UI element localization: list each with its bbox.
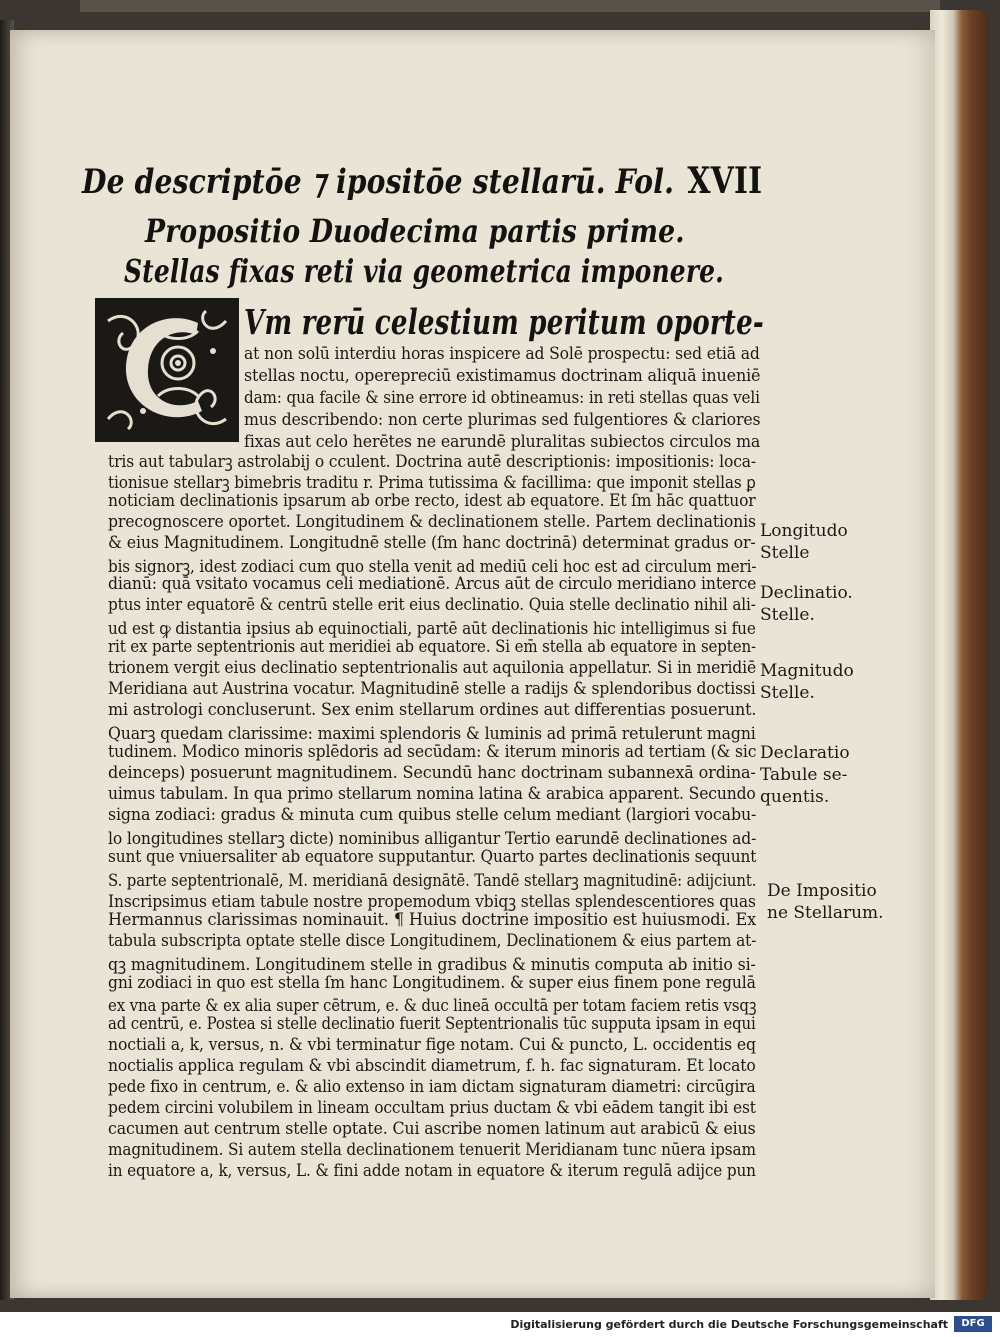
margin-note-line: Magnitudo xyxy=(760,661,854,681)
margin-note-line: Declaratio xyxy=(760,743,850,763)
text-line: mus describendo: non certe plurimas sed fulgentiores & clariores xyxy=(244,410,761,429)
text-line: ad centrū, e. Postea si stelle declinatio fuerit Septentrionalis tūc supputa ipsam in equi xyxy=(108,1014,756,1034)
floral-initial-icon xyxy=(98,301,236,439)
proposition-title: Propositio Duodecima partis prime. xyxy=(145,212,685,250)
margin-note-declaratio xyxy=(760,742,850,808)
opening-line: Vm rerū celestium peritum oporte- xyxy=(244,302,764,343)
folio-number: XVII xyxy=(687,160,763,202)
scanner-top-bar xyxy=(80,0,940,12)
text-line: fixas aut celo herētes ne earundē pluralitas subiectos circulos ma xyxy=(244,432,761,451)
text-line: tris aut tabularꝫ astrolabij o cculent. Doctrina autē descriptionis: impositionis: loca- xyxy=(108,451,756,471)
text-line: dianū: quā vsitato vocamus celi mediationē. Arcus aūt de circulo meridiano interce xyxy=(108,574,757,594)
margin-note-line: Longitudo xyxy=(760,521,848,541)
text-line: gni zodiaci in quo est stella ſm hanc Longitudinem. & super eius finem pone regulā xyxy=(108,972,756,992)
text-line: precognoscere oportet. Longitudinem & declinationem stelle. Partem declinationis xyxy=(108,511,756,531)
text-line: deinceps) posuerunt magnitudinem. Secundū hanc doctrinam subannexā ordina- xyxy=(108,763,756,782)
book-page-edges xyxy=(930,10,988,1300)
text-line: noticiam declinationis ipsarum ab orbe recto, idest ab equatore. Et ſm hāc quattuor xyxy=(108,490,756,510)
text-line: qꝫ magnitudinem. Longitudinem stelle in gradibus & minutis computa ab initio si- xyxy=(108,954,756,974)
dfg-logo[interactable]: DFG xyxy=(954,1316,992,1332)
proposition-subtitle: Stellas fixas reti via geometrica imponere. xyxy=(124,252,725,290)
text-line: Inscripsimus etiam tabule nostre propemodum vbiqꝫ stellas splendescentiores quas xyxy=(108,891,756,911)
text-line: tabula subscripta optate stelle disce Longitudinem, Declinationem & eius partem at- xyxy=(108,930,757,950)
margin-note-line: Stelle xyxy=(760,543,810,563)
text-line: uimus tabulam. In qua primo stellarum nomina latina & arabica apparent. Secundo xyxy=(108,783,756,803)
text-line: dam: qua facile & sine errore id obtineamus: in reti stellas quas veli xyxy=(244,388,760,407)
margin-note-line: Stelle. xyxy=(760,605,815,625)
text-line: noctiali a, k, versus, n. & vbi terminatur fige notam. Cui & puncto, L. occidentis eq xyxy=(108,1035,756,1055)
text-line: noctialis applica regulam & vbi abscindit diametrum, f. h. fac signaturam. Et locato xyxy=(108,1056,756,1076)
text-line: trionem vergit eius declinatio septentrionalis aut aquilonia appellatur. Si in meridiē xyxy=(108,658,757,678)
margin-note-impositio xyxy=(767,880,884,924)
text-line: ud est ꝙ distantia ipsius ab equinoctiali, partē aūt declinationis hic intelligimus si fue xyxy=(108,619,756,639)
text-line: tionisue stellarꝫ bimebris traditu r. Prima tutissima & facillima: que imponit stellas ꝑ xyxy=(108,472,756,492)
text-line: pedem circini volubilem in lineam occultam prius ductam & vbi eādem tangit ibi est xyxy=(108,1098,756,1118)
text-line: signa zodiaci: gradus & minuta cum quibus stelle celum mediant (largiori vocabu- xyxy=(108,804,757,824)
text-line: sunt que vniuersaliter ab equatore supputantur. Quarto partes declinationis sequunt xyxy=(108,846,757,866)
text-line: ex vna parte & ex alia super cētrum, e. & duc lineā occultā per totam faciem retis vsqꝫ xyxy=(108,996,757,1016)
text-line: & eius Magnitudinem. Longitudnē stelle (ſm hanc doctrinā) determinat gradus or- xyxy=(108,532,756,552)
margin-note-declinatio xyxy=(760,582,853,626)
text-line: stellas noctu, operepreciū existimamus doctrinam aliquā inueniē xyxy=(244,366,761,385)
text-line: S. parte septentrionalē, M. meridianā designātē. Tandē stellarꝫ magnitudinē: adijciunt. xyxy=(108,870,757,890)
margin-note-magnitudo xyxy=(760,660,854,704)
text-line: bis signorꝫ, idest zodiaci cum quo stella venit ad mediū celi hoc est ad circulum meri- xyxy=(108,556,757,576)
text-line: ptus inter equatorē & centrū stelle erit eius declinatio. Quia stelle declinatio nihil ali- xyxy=(108,595,756,615)
text-line: at non solū interdiu horas inspicere ad Solē prospectu: sed etiā ad xyxy=(244,344,760,363)
margin-note-longitudo xyxy=(760,520,848,564)
text-line: Meridiana aut Austrina vocatur. Magnitudinē stelle a radijs & splendoribus doctissi xyxy=(108,679,756,699)
margin-note-line: Declinatio. xyxy=(760,583,853,603)
text-line: in equatore a, k, versus, L. & fini adde notam in equatore & iterum regulā adijce pun xyxy=(108,1161,756,1181)
text-line: cacumen aut centrum stelle optate. Cui ascribe nomen latinum aut arabicū & eius xyxy=(108,1119,756,1139)
decorated-initial xyxy=(95,298,239,442)
footer-bar xyxy=(0,1312,1000,1337)
text-line: pede fixo in centrum, e. & alio extenso in iam dictam signaturam diametri: circūgira xyxy=(108,1077,756,1097)
text-line: magnitudinem. Si autem stella declinationem tenuerit Meridianam tunc nūera ipsam xyxy=(108,1140,756,1160)
text-line: tudinem. Modico minoris splēdoris ad secūdam: & iterum minoris ad tertiam (& sic xyxy=(108,742,757,762)
margin-note-line: ne Stellarum. xyxy=(767,903,884,923)
text-line: lo longitudines stellarꝫ dicte) nominibus alligantur Tertio earundē declinationes ad- xyxy=(108,828,757,848)
text-line: rit ex parte septentrionis aut meridiei ab equatore. Si em̄ stella ab equatore in septen- xyxy=(108,637,756,657)
funding-credit[interactable]: Digitalisierung gefördert durch die Deutsche Forschungsgemeinschaft xyxy=(510,1318,948,1331)
text-line: Hermannus clarissimas nominauit. ¶ Huius doctrine impositio est huiusmodi. Ex xyxy=(108,909,757,929)
text-line: mi astrologi concluserunt. Sex enim stellarum ordines aut differentias posuerunt. xyxy=(108,700,757,720)
margin-note-line: De Impositio xyxy=(767,881,877,901)
margin-note-line: quentis. xyxy=(760,787,830,807)
margin-note-line: Stelle. xyxy=(760,683,815,703)
running-head xyxy=(82,160,762,202)
text-line: Quarꝫ quedam clarissime: maximi splendoris & luminis ad primā retulerunt magni xyxy=(108,724,756,744)
margin-note-line: Tabule se- xyxy=(760,765,848,785)
running-head-text: De descriptōe ⁊ ipositōe stellarū. Fol. xyxy=(82,162,675,202)
